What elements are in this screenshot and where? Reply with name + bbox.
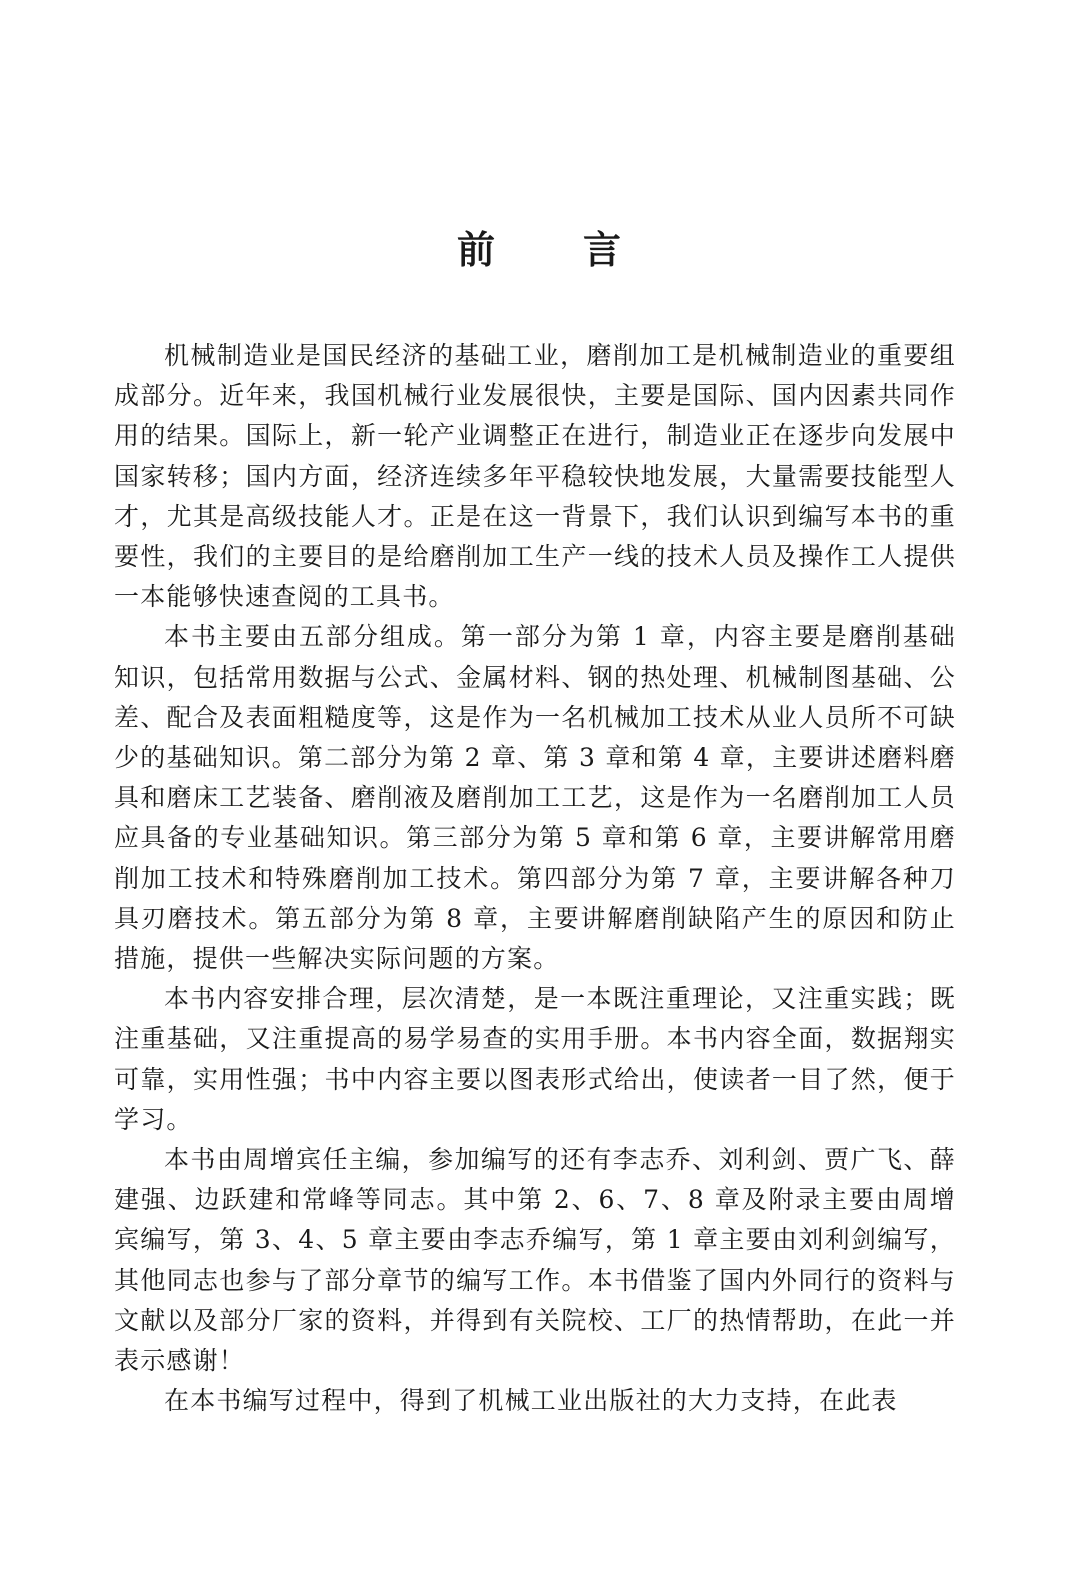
page-title-char-2: 言 (583, 228, 624, 272)
paragraph-3: 本书内容安排合理，层次清楚，是一本既注重理论，又注重实践；既注重基础，又注重提高的易学易查的实用手册。本书内容全面，数据翔实可靠，实用性强；书中内容主要以图表形式给出，使读者一目了然，便于学习。 (114, 984, 956, 1134)
paragraph-1: 机械制造业是国民经济的基础工业，磨削加工是机械制造业的重要组成部分。近年来，我国机械行业发展很快，主要是国际、国内因素共同作用的结果。国际上，新一轮产业调整正在进行，制造业正在逐步向发展中国家转移；国内方面，经济连续多年平稳较快地发展，大量需要技能型人才，尤其是高级技能人才。正是在这一背景下，我们认识到编写本书的重要性，我们的主要目的是给磨削加工生产一线的技术人员及操作工人提供一本能够快速查阅的工具书。 (114, 341, 956, 612)
paragraph-5: 在本书编写过程中，得到了机械工业出版社的大力支持，在此表 (164, 1386, 898, 1416)
page-title-char-1: 前 (456, 228, 497, 272)
paragraph-4: 本书由周增宾任主编，参加编写的还有李志乔、刘利剑、贾广飞、薛建强、边跃建和常峰等同志。其中第 2、6、7、8 章及附录主要由周增宾编写，第 3、4、5 章主要由李志乔编写，第 1 章主要由刘利剑编写，其他同志也参与了部分章节的编写工作。本书借鉴了国内外同行的资料与文献以及部分厂家的资料，并得到有关院校、工厂的热情帮助，在此一并表示感谢！ (114, 1145, 956, 1376)
preface-body (114, 336, 956, 1421)
page-title (0, 222, 1080, 278)
paragraph-2: 本书主要由五部分组成。第一部分为第 1 章，内容主要是磨削基础知识，包括常用数据与公式、金属材料、钢的热处理、机械制图基础、公差、配合及表面粗糙度等，这是作为一名机械加工技术从业人员所不可缺少的基础知识。第二部分为第 2 章、第 3 章和第 4 章，主要讲述磨料磨具和磨床工艺装备、磨削液及磨削加工工艺，这是作为一名磨削加工人员应具备的专业基础知识。第三部分为第 5 章和第 6 章，主要讲解常用磨削加工技术和特殊磨削加工技术。第四部分为第 7 章，主要讲解各种刀具刃磨技术。第五部分为第 8 章，主要讲解磨削缺陷产生的原因和防止措施，提供一些解决实际问题的方案。 (114, 622, 956, 974)
